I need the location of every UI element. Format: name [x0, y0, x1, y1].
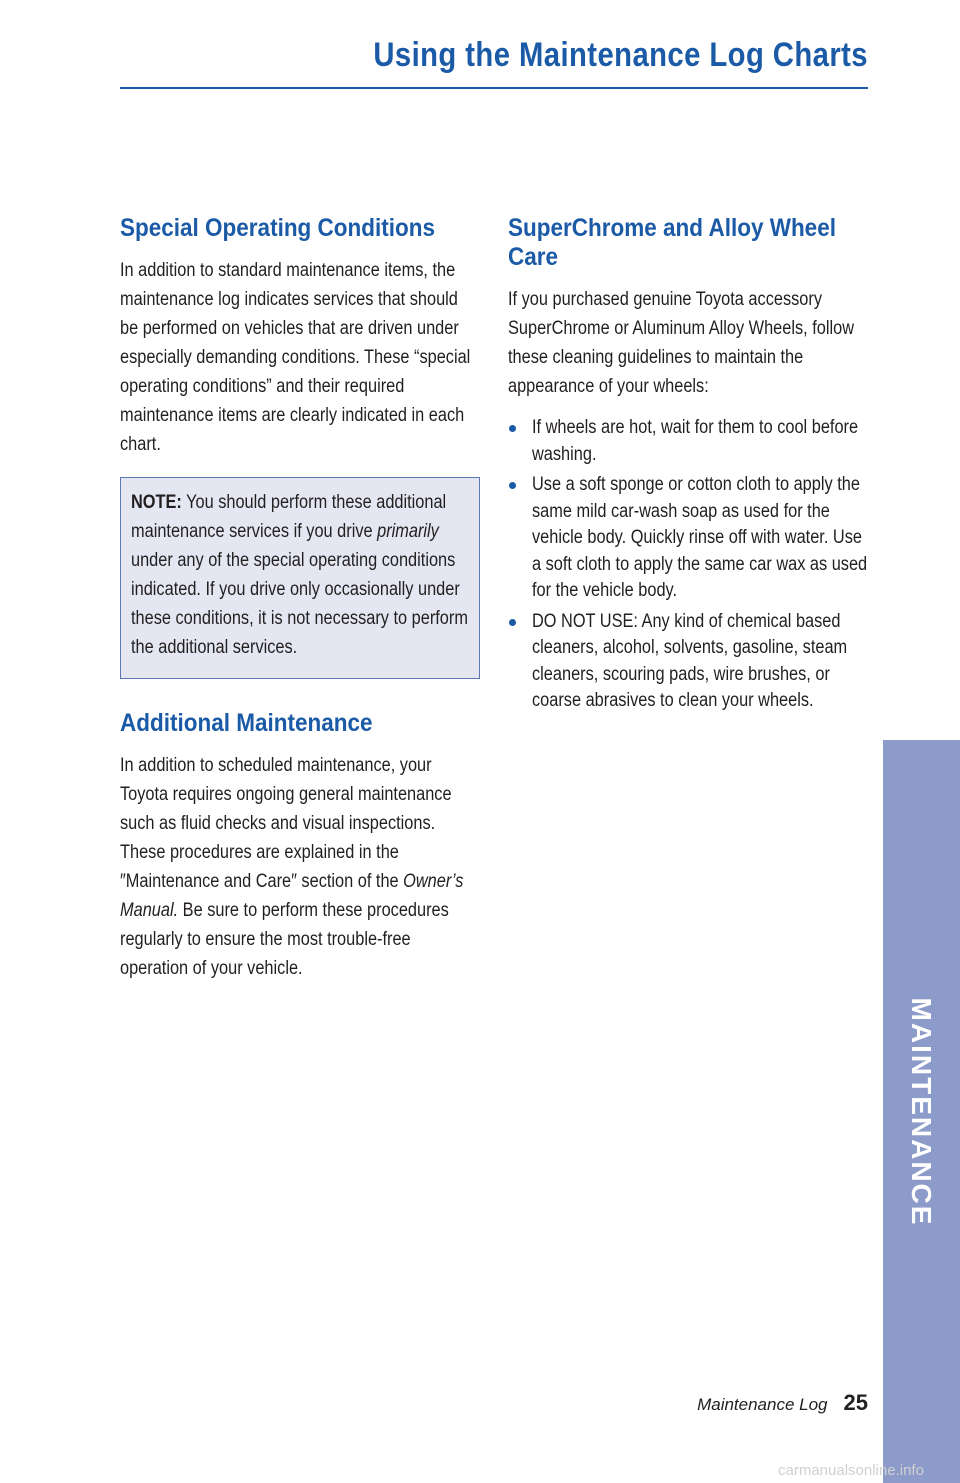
header-rule — [120, 87, 868, 89]
special-conditions-text: In addition to standard maintenance items, the maintenance log indicates services that should be performed on vehicles that are driven under especially demanding conditions. These “special operating conditions” and their required maintenance items are clearly indicated in each chart. — [120, 260, 471, 455]
bullet-icon — [509, 619, 516, 626]
watermark: carmanualsonline.info — [778, 1462, 924, 1479]
bullet-icon — [509, 425, 516, 432]
note-emphasis: primarily — [377, 521, 439, 542]
wheel-care-heading: SuperChrome and Alloy Wheel Care — [508, 214, 836, 271]
special-conditions-heading: Special Operating Conditions — [120, 214, 436, 242]
additional-maintenance-heading: Additional Maintenance — [120, 709, 373, 737]
wheel-care-intro: If you purchased genuine Toyota accessory SuperChrome or Aluminum Alloy Wheels, follow these cleaning guidelines to maintain the appearance of your wheels: — [508, 289, 855, 397]
right-column — [508, 214, 868, 719]
section-side-tab-label: MAINTENANCE — [906, 997, 937, 1227]
list-item — [508, 415, 868, 468]
wheel-care-list — [508, 415, 868, 715]
note-text-part1: You should perform these additional maintenance services if you drive — [131, 492, 447, 542]
additional-text-part2: Be sure to perform these procedures regularly to ensure the most trouble-free operation of your vehicle. — [120, 900, 449, 979]
additional-maintenance-text — [120, 751, 480, 983]
footer-section-label: Maintenance Log — [697, 1395, 828, 1414]
bullet-icon — [509, 482, 516, 489]
additional-text-part1: In addition to scheduled maintenance, your Toyota requires ongoing general maintenance such as fluid checks and visual inspections. These procedures are explained in the ″Maintenance and Care″ section of the — [120, 755, 452, 892]
list-item-text: DO NOT USE: Any kind of chemical based cleaners, alcohol, solvents, gasoline, steam cleaners, scouring pads, wire brushes, or coarse abrasives to clean your wheels. — [532, 610, 848, 711]
note-text-part2: under any of the special operating conditions indicated. If you drive only occasionally under these conditions, it is not necessary to perform the additional services. — [131, 550, 468, 658]
list-item-text: If wheels are hot, wait for them to cool before washing. — [532, 417, 859, 465]
page-footer — [560, 1390, 868, 1416]
list-item — [508, 472, 868, 605]
note-box — [120, 477, 480, 679]
page-number: 25 — [843, 1390, 868, 1415]
note-text — [131, 488, 469, 662]
page-title: Using the Maintenance Log Charts — [373, 36, 868, 74]
left-column — [120, 214, 480, 983]
note-label: NOTE: — [131, 492, 182, 513]
owners-manual-title: Owner’s Manual. — [120, 871, 464, 921]
list-item-text: Use a soft sponge or cotton cloth to apply the same mild car-wash soap as used for the vehicle body. Quickly rinse off with water. Use a soft cloth to apply the same car wax as used for the vehicle body. — [532, 474, 868, 601]
list-item — [508, 609, 868, 715]
